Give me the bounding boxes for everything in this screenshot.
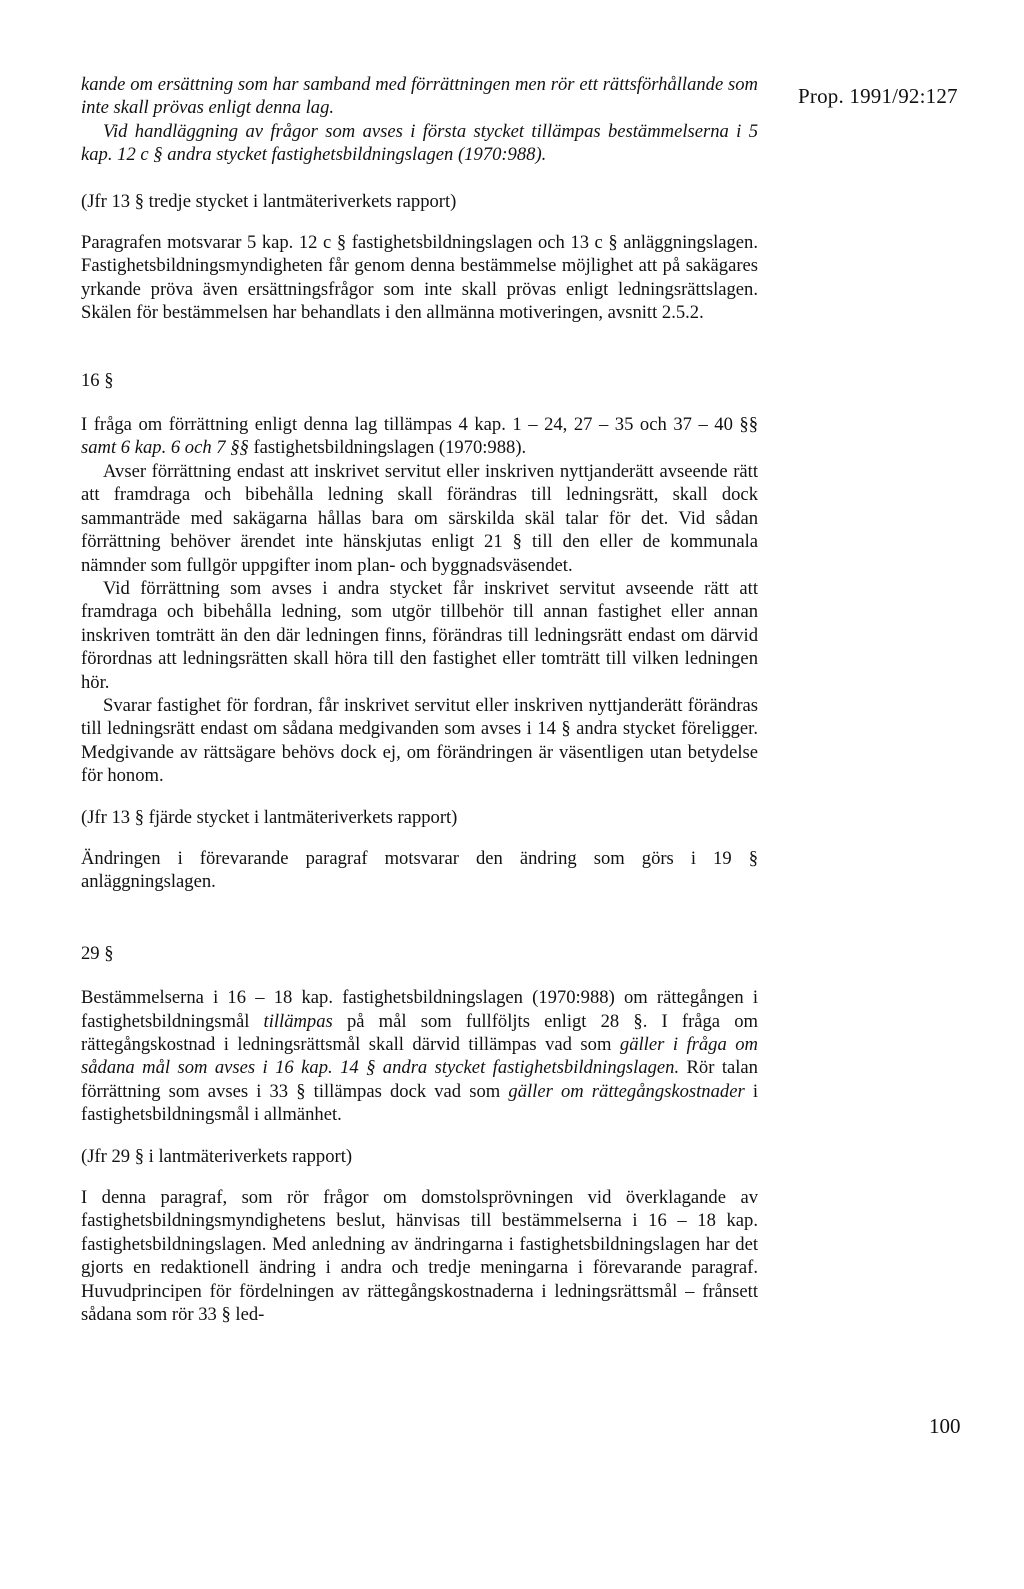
page-number: 100 xyxy=(929,1414,961,1438)
section-29-paragraph-1 xyxy=(81,986,758,1126)
s29-p1-a: Bestämmelserna i 16 – 18 kap. fastighetsbildningslagen (1970:988) om rättegången i fastighetsbildningsmål xyxy=(81,987,758,1032)
proposition-reference: Prop. 1991/92:127 xyxy=(798,84,958,108)
italic-rule-text xyxy=(81,120,758,167)
s29-p1-d: gäller i fråga om sådana mål som avses i 16 kap. 14 § andra stycket fastighetsbildningslagen. xyxy=(81,1034,758,1079)
s29-p1-b: tillämpas xyxy=(263,1010,333,1032)
main-text-column xyxy=(81,73,758,1326)
italic-intro-span: kande om ersättning som har samband med förrättningen men rör ett rättsförhållande som inte skall prövas enligt denna lag. xyxy=(81,74,758,119)
section-16-heading: 16 § xyxy=(81,369,114,391)
jfr-reference-2: (Jfr 13 § fjärde stycket i lantmäteriverkets rapport) xyxy=(81,806,458,828)
section-16-paragraph-4: Svarar fastighet för fordran, får inskrivet servitut eller inskriven nyttjanderätt förändras till ledningsrätt endast om sådana medgivanden som avses i 14 § andra stycket föreligger. Medgivande av rättsägare behövs dock ej, om förändringen är väsentligen utan betydelse för honom. xyxy=(81,694,758,787)
italic-intro-text xyxy=(81,73,758,120)
jfr-reference-3: (Jfr 29 § i lantmäteriverkets rapport) xyxy=(81,1145,353,1167)
section-16-paragraph-1 xyxy=(81,413,758,460)
s16-p1-b: samt 6 kap. 6 och 7 §§ xyxy=(81,437,249,459)
s29-p1-c: på mål som fullföljts enligt 28 §. I fråga om rättegångskostnad i ledningsrättsmål skall därvid tillämpas vad som xyxy=(81,1010,758,1055)
s29-p1-e: Rör talan förrättning som avses i 33 § tillämpas dock vad som xyxy=(81,1057,758,1102)
s16-p1-a: I fråga om förrättning enligt denna lag tillämpas 4 kap. 1 – 24, 27 – 35 och 37 – 40 §§ xyxy=(81,414,758,436)
section-29-heading: 29 § xyxy=(81,942,114,964)
section-16-paragraph-2: Avser förrättning endast att inskrivet servitut eller inskriven nyttjanderätt avseende rätt att framdraga och bibehålla ledning skall förändras till ledningsrätt, skall dock sammanträde med sakägarna hållas bara om särskilda skäl talar för det. Vid sådan förrättning behöver ärendet inte hänskjutas enligt 21 § till den eller de kommunala nämnder som fullgör uppgifter inom plan- och byggnadsväsendet. xyxy=(81,460,758,576)
section-16-paragraph-3: Vid förrättning som avses i andra stycket får inskrivet servitut avseende rätt att framdraga och bibehålla ledning, som utgör tillbehör till annan fastighet eller annan inskriven tomträtt än den där ledningen finns, förändras till ledningsrätt endast om därvid förordnas att ledningsrätten skall höra till den fastighet eller tomträtt till vilken ledningen hör. xyxy=(81,577,758,693)
s29-p1-g: i fastighetsbildningsmål i allmänhet. xyxy=(81,1080,758,1126)
commentary-paragraph-3: I denna paragraf, som rör frågor om domstolsprövningen vid överklagande av fastighetsbildningsmyndighetens beslut, hänvisas till bestämmelserna i 16 – 18 kap. fastighetsbildningslagen. Med anledning av ändringarna i fastighetsbildningslagen har det gjorts en redaktionell ändring i andra och tredje meningarna i förevarande paragraf. Huvudprincipen för fördelningen av rättegångskostnaderna i ledningsrättsmål – frånsett sådana som rör 33 § led- xyxy=(81,1187,758,1326)
s16-p1-c: fastighetsbildningslagen (1970:988). xyxy=(248,437,527,459)
commentary-paragraph-2: Ändringen i förevarande paragraf motsvarar den ändring som görs i 19 § anläggningslagen. xyxy=(81,847,758,893)
commentary-paragraph-1: Paragrafen motsvarar 5 kap. 12 c § fastighetsbildningslagen och 13 c § anläggningslagen. Fastighetsbildningsmyndigheten får genom denna bestämmelse möjlighet att på sakägares yrkande pröva även ersättningsfrågor som inte skall prövas enligt ledningsrättslagen. Skälen för bestämmelsen har behandlats i den allmänna motiveringen, avsnitt 2.5.2. xyxy=(81,232,758,324)
italic-rule-span: Vid handläggning av frågor som avses i första stycket tillämpas bestämmelserna i 5 kap. 12 c § andra stycket fastighetsbildningslagen (1970:988). xyxy=(81,120,758,166)
jfr-reference-1: (Jfr 13 § tredje stycket i lantmäteriverkets rapport) xyxy=(81,190,457,212)
s29-p1-f: gäller om rättegångskostnader xyxy=(508,1080,745,1102)
